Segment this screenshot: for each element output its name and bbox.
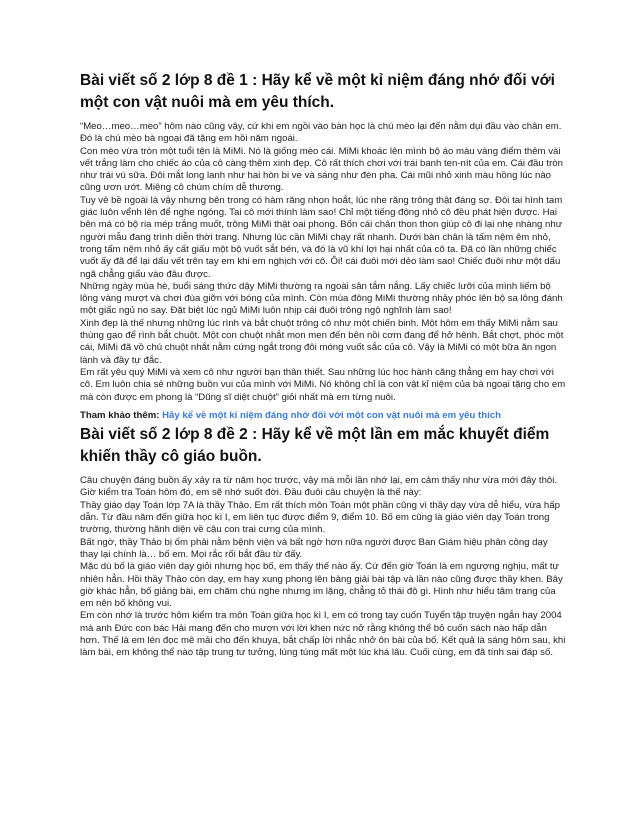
article-2-paragraph: Mặc dù bố là giáo viên dạy giỏi nhưng học bố, em thấy thế nào ấy. Cứ đến giờ Toán là em ngượng nghịu, mất tự nhiên hẳn. Hồi thầy Thảo còn dạy, em hay xung phong lên bảng giải bài tập và lần nào cũng được thầy khen. Bây giờ khác hẳn, bố giảng bài, em chăm chú nghe nhưng im lặng, chẳng tỏ thái độ gì. Hình như hiểu tâm trạng của em nên bố không vui. — [80, 561, 563, 610]
article-1-paragraph: Con mèo vừa tròn một tuổi tên là MiMi. Nó là giống mèo cái. MiMi khoác lên mình bộ áo màu vàng điểm thêm vài vết trắng làm cho chiếc áo của cô càng thêm xinh đẹp. Cô rất thích chơi với trái banh ten-nít của em. Cái đầu tròn như trái vú sữa. Đôi mắt long lanh như hai hòn bi ve và sáng như đèn pha. Cái mũi nhỏ xinh màu hồng lúc nào cũng ươn ướt. Miệng cô chúm chím dễ thương. — [80, 145, 563, 194]
article-1-paragraph: Xinh đẹp là thế nhưng những lúc rình và bắt chuột trông cô như một chiến binh. Một hôm em thấy MiMi nằm sau thùng gạo để rình bắt chuột. Một con chuột nhắt mon men đến bên nồi cơm đang để hở hênh. Bắt chợt, phóc một cái, MiMi đã vồ chú chuột nhắt nằm cứng ngắt trong đôi móng vuốt sắc của cô. Vậy là MiMi có một bữa ăn ngon lành và đầy tự đắc. — [80, 317, 564, 366]
article-2-paragraph: Câu chuyện đáng buồn ấy xảy ra từ năm học trước, vậy mà mỗi lần nhớ lại, em cảm thấy như vừa mới đây thôi. Giờ kiểm tra Toán hôm đó, em sẽ nhớ suốt đời. Đầu đuôi câu chuyện là thế này: — [80, 475, 558, 499]
article-1-paragraph: Tuy vẻ bề ngoài là vậy nhưng bên trong có hàm răng nhọn hoắt, lúc nhe răng trông thật đáng sợ. Đôi tai hình tam giác luôn vểnh lên để nghe ngóng. Tai cô mới thính làm sao! Chỉ một tiếng động nhỏ cô đều phát hiện được. Hai bên má có bộ ria mép trắng muốt, trông MiMi thật oai phong. Bốn cái chân thon thon giúp cô đi lại nhẹ nhàng như người mẫu đang trình diễn thời trang. Nhưng lúc cần MiMi chạy rất nhanh. Dưới bàn chân là tấm nệm êm nhỏ, trong tấm nệm nhỏ ấy cất giấu một bộ vuốt sắt bén, và đó là vũ khí lợi hại nhất của cô ta. Đã có lần những chiếc vuốt ấy đã để lại dấu vết trên tay em khi em nghịch với cô. Ôi! cái đuôi mới dẻo làm sao! Chiếc đuôi như một dấu ngã chẳng giấu vào đâu được. — [80, 194, 563, 280]
article-1-body — [80, 121, 568, 404]
article-2-body — [80, 475, 568, 659]
reference-label: Tham khảo thêm: — [80, 409, 160, 421]
article-2-paragraph: Thầy giáo dạy Toán lớp 7A là thầy Thảo. Em rất thích môn Toán một phần cũng vì thầy dạy vừa dễ hiểu, vừa hấp dẫn. Từ đầu năm đến giữa học kì I, em liên tục được điểm 9, điểm 10. Bố em cũng là giáo viên dạy Toán trong trường, thường hãnh diện về cậu con trai cưng của mình. — [80, 499, 560, 536]
article-2-paragraph: Em còn nhớ là trước hôm kiểm tra môn Toán giữa học kì I, em có trong tay cuốn Tuyển tập truyện ngắn hay 2004 mà anh Đức con bác Hải mang đến cho mượn với lời khen nức nở rằng không thể bỏ cuốn sách nào hấp dẫn hơn. Thế là em lén đọc mê mải cho đến khuya, bắt chấp lời nhắc nhở ôn bài của bố. Kết quả là sáng hôm sau, khi làm bài, em không thể nào tập trung tư tưởng, lúng túng mất một lúc khá lâu. Cuối cùng, em đã tính sai đáp số. — [80, 610, 566, 659]
document-page — [80, 70, 568, 660]
reference-line — [80, 410, 568, 422]
article-2-paragraph: Bất ngờ, thầy Thảo bị ốm phải nằm bệnh viện và bất ngờ hơn nữa người được Ban Giám hiệu phân công dạy thay lại chính là… bố em. Mọi rắc rối bắt đầu từ đấy. — [80, 536, 548, 560]
article-1-title: Bài viết số 2 lớp 8 đề 1 : Hãy kể về một kỉ niệm đáng nhớ đối với một con vật nuôi mà em yêu thích. — [80, 72, 555, 111]
article-1-paragraph: Em rất yêu quý MiMi và xem cô như người bạn thân thiết. Sau những lúc học hành căng thẳng em hay chơi với cô. Em luôn chia sẻ những buồn vui của mình với MiMi. Nó không chỉ là con vật kỉ niệm của bà ngoại tặng cho em mà còn được em phong là “Dũng sĩ diệt chuột” giỏi nhất mà em từng nuôi. — [80, 366, 566, 403]
article-1-paragraph: “Meo…meo…meo” hôm nào cũng vậy, cứ khi em ngồi vào bàn học là chú mèo lại đến nằm dụi đầu vào chân em. Đó là chú mèo bà ngoại đã tặng em hồi năm ngoái. — [80, 121, 562, 145]
reference-link[interactable]: Hãy kể về một kỉ niệm đáng nhớ đối với một con vật nuôi mà em yêu thích — [162, 409, 501, 421]
article-2-title: Bài viết số 2 lớp 8 đề 2 : Hãy kể về một lần em mắc khuyết điểm khiến thầy cô giáo buồn. — [80, 426, 550, 466]
article-1-paragraph: Những ngày mùa hè, buổi sáng thức dậy MiMi thường ra ngoài sân tắm nắng. Lấy chiếc lưỡi của mình liếm bộ lông vàng mượt và chơi đùa giỡn với bóng của mình. Còn mùa đông MiMi thường nhảy phóc lên bộ sa lông đánh một giấc ngủ no say. Đặt biệt lúc ngủ MiMi luôn nhịp cái đuôi trông ngộ nghĩnh làm sao! — [80, 280, 563, 317]
